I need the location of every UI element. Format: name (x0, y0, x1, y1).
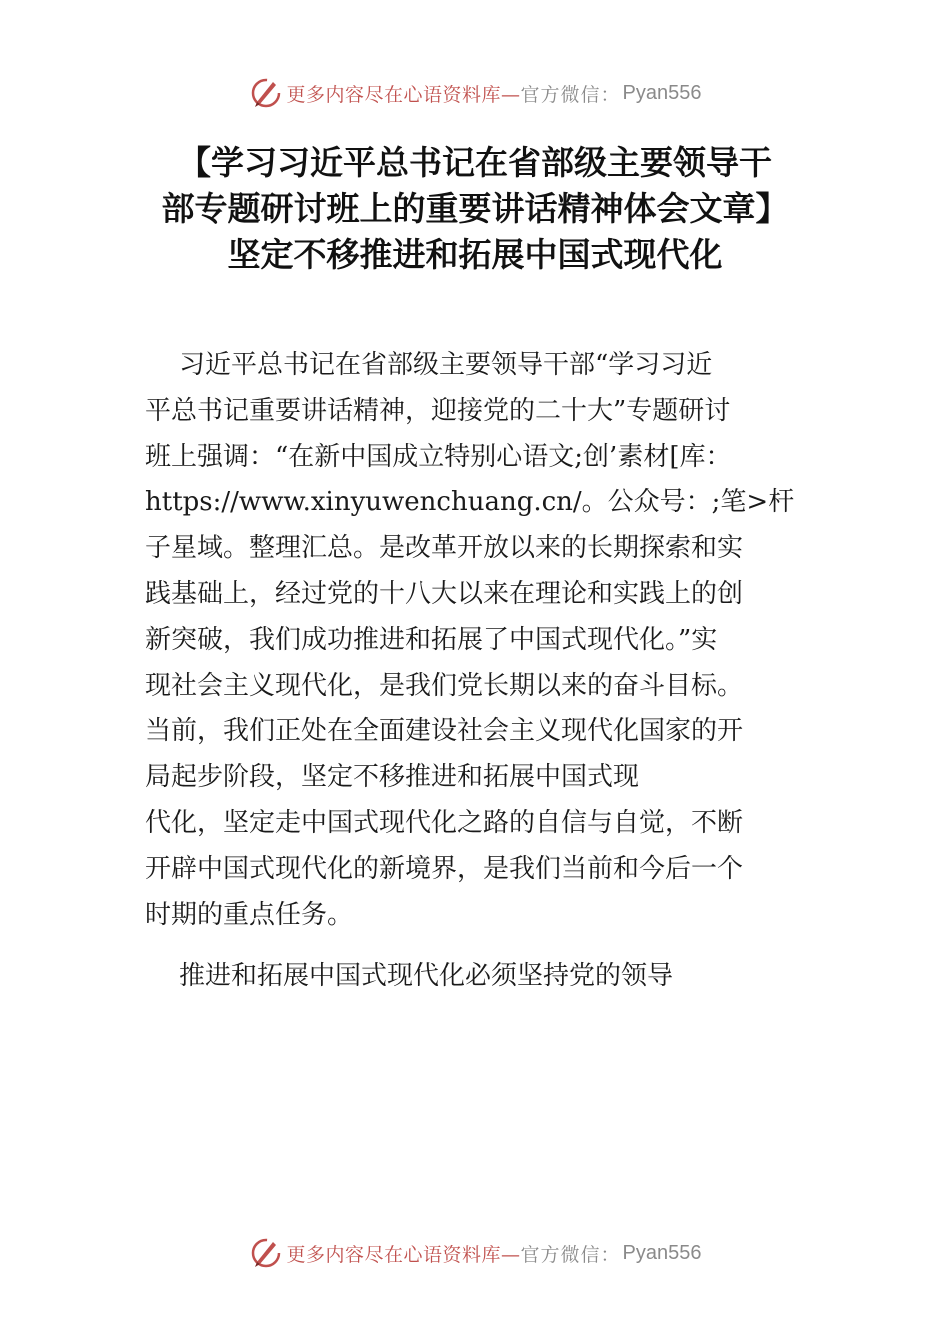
body-line: 局起步阶段，坚定不移推进和拓展中国式现 (145, 762, 640, 793)
body-line: 子星域。整理汇总。是改革开放以来的长期探索和实 (145, 533, 744, 564)
body-line: 平总书记重要讲话精神，迎接党的二十大”专题研讨 (145, 395, 731, 426)
section-subheading: 推进和拓展中国式现代化必须坚持党的领导 (179, 961, 674, 991)
wechat-id: Pyan556 (622, 1241, 702, 1264)
body-line: 习近平总书记在省部级主要领导干部“学习习近 (179, 350, 713, 380)
body-line: 开辟中国式现代化的新境界，是我们当前和今后一个 (145, 853, 744, 884)
body-line: 新突破，我们成功推进和拓展了中国式现代化。”实 (145, 624, 718, 655)
body-line: 班上强调：“在新中国成立特别心语文;创’素材[库： (145, 441, 732, 472)
body-line: 现社会主义现代化，是我们党长期以来的奋斗目标。 (145, 670, 744, 701)
body-line: 当前，我们正处在全面建设社会主义现代化国家的开 (145, 716, 744, 747)
body-line: 时期的重点任务。 (145, 899, 354, 930)
body-line: https://www.xinyuwenchuang.cn/。公众号：;笔>杆 (145, 487, 795, 518)
header-banner (0, 73, 950, 113)
wechat-id: Pyan556 (622, 81, 702, 104)
title-line: 坚定不移推进和拓展中国式现代化 (227, 235, 723, 274)
wechat-label: 官方微信： (520, 1243, 621, 1266)
document-title (100, 140, 850, 278)
banner-text: 更多内容尽在心语资料库— (286, 83, 521, 106)
title-line: 【学习习近平总书记在省部级主要领导干 (178, 143, 772, 182)
red-pen-brush-icon (249, 1236, 283, 1270)
title-line: 部专题研讨班上的重要讲话精神体会文章】 (161, 189, 789, 228)
footer-banner (0, 1233, 950, 1273)
body-paragraph (145, 343, 810, 938)
banner-text: 更多内容尽在心语资料库— (286, 1243, 521, 1266)
body-line: 践基础上，经过党的十八大以来在理论和实践上的创 (145, 578, 744, 609)
wechat-label: 官方微信： (520, 83, 621, 106)
red-pen-brush-icon (249, 76, 283, 110)
body-line: 代化，坚定走中国式现代化之路的自信与自觉，不断 (145, 807, 744, 838)
